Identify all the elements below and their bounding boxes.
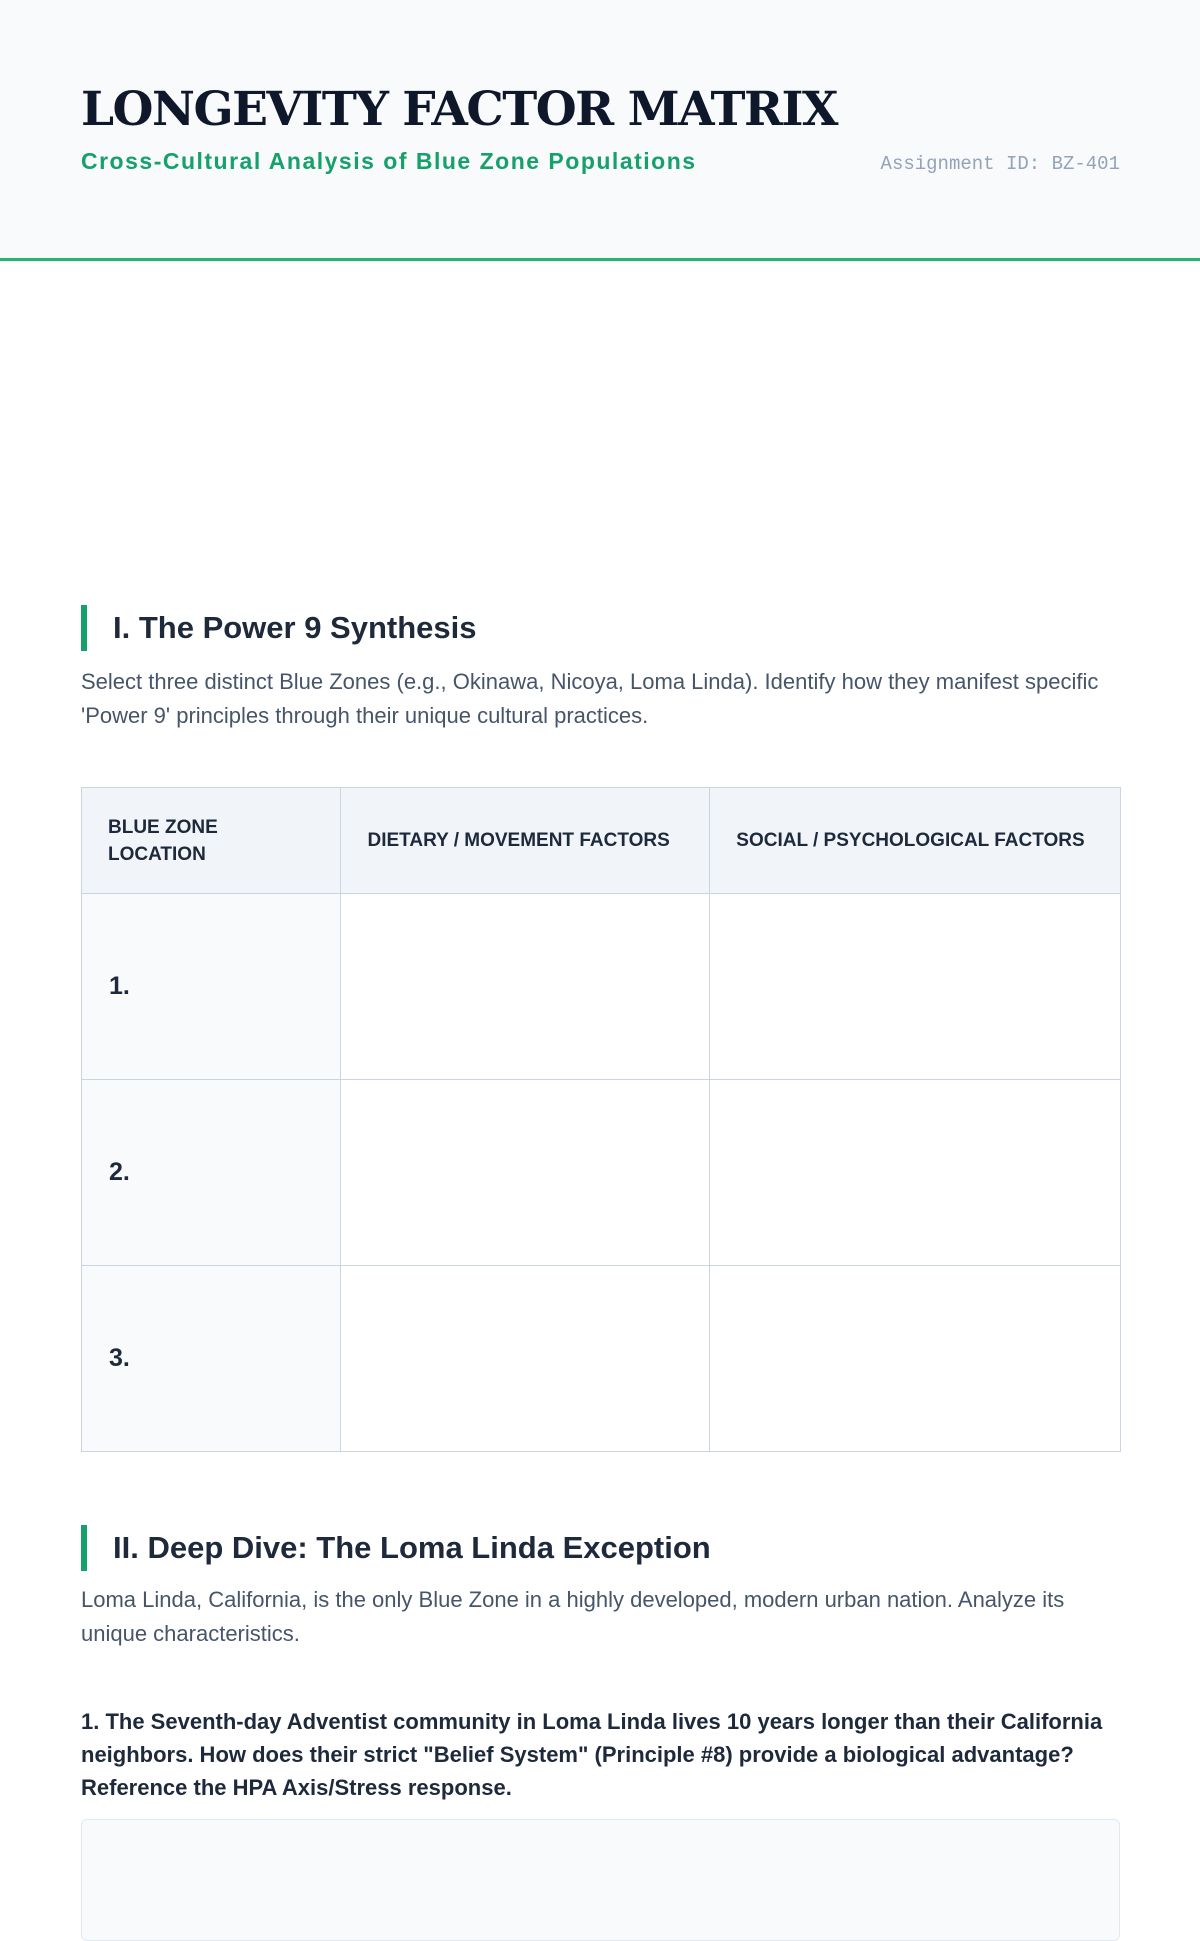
column-header-location: BLUE ZONE LOCATION <box>82 788 341 894</box>
section-heading-loma-linda <box>81 1525 1120 1571</box>
answer-cell-dietary-movement[interactable] <box>341 1080 710 1266</box>
section-intro-loma-linda: Loma Linda, California, is the only Blue Zone in a highly developed, modern urban nation. Analyze its unique characteristics. <box>81 1587 1065 1646</box>
document-title: LONGEVITY FACTOR MATRIX <box>81 82 837 137</box>
blue-zone-matrix-table <box>81 787 1121 1452</box>
table-row <box>82 894 1121 1080</box>
column-header-dietary-movement: DIETARY / MOVEMENT FACTORS <box>341 788 710 894</box>
column-header-social-psychological: SOCIAL / PSYCHOLOGICAL FACTORS <box>710 788 1121 894</box>
assignment-id: Assignment ID: BZ-401 <box>880 153 1120 175</box>
document-header <box>0 0 1200 261</box>
row-number: 1. <box>82 894 341 1080</box>
section-intro-power-9: Select three distinct Blue Zones (e.g., Okinawa, Nicoya, Loma Linda). Identify how they manifest specific 'Power 9' principles through their unique cultural practices. <box>81 669 1099 728</box>
table-row <box>82 1266 1121 1452</box>
section-accent-bar <box>81 1525 87 1571</box>
document-subtitle: Cross-Cultural Analysis of Blue Zone Populations <box>81 148 697 174</box>
answer-cell-social-psychological[interactable] <box>710 1080 1121 1266</box>
section-heading-text: II. Deep Dive: The Loma Linda Exception <box>113 1530 711 1565</box>
section-accent-bar <box>81 605 87 651</box>
table-header-row <box>82 788 1121 894</box>
question-1-prompt: 1. The Seventh-day Adventist community in Loma Linda lives 10 years longer than their California neighbors. How does their strict "Belief System" (Principle #8) provide a biological advantage? Reference the HPA Axis/Stress response. <box>81 1709 1103 1800</box>
row-number: 2. <box>82 1080 341 1266</box>
table-row <box>82 1080 1121 1266</box>
row-number: 3. <box>82 1266 341 1452</box>
answer-cell-social-psychological[interactable] <box>710 1266 1121 1452</box>
answer-cell-dietary-movement[interactable] <box>341 894 710 1080</box>
answer-cell-social-psychological[interactable] <box>710 894 1121 1080</box>
answer-cell-dietary-movement[interactable] <box>341 1266 710 1452</box>
question-1-answer-box[interactable] <box>81 1819 1120 1941</box>
document-body <box>0 605 1200 1941</box>
section-heading-text: I. The Power 9 Synthesis <box>113 610 477 645</box>
section-heading-power-9 <box>81 605 1120 651</box>
